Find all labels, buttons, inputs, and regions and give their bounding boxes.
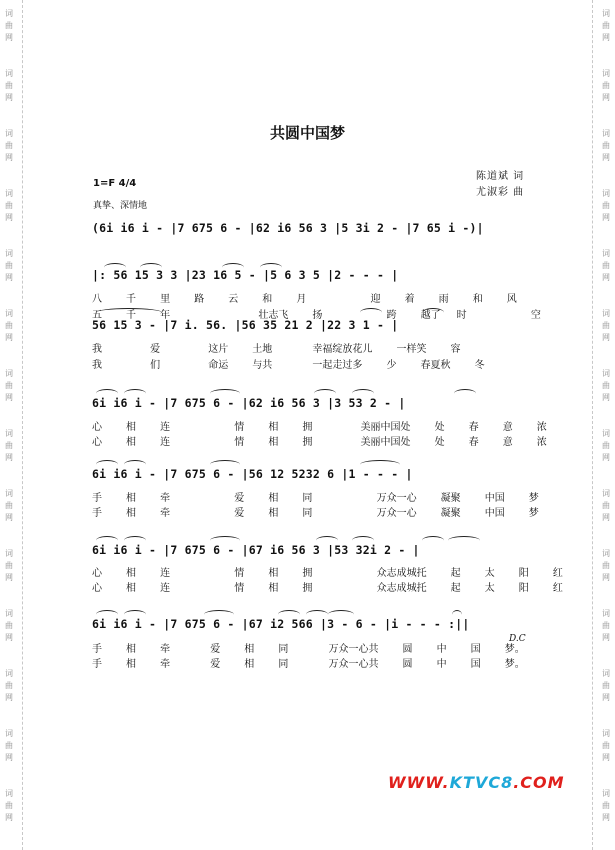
slur-marks: [92, 308, 532, 316]
key-signature: 1=F 4/4: [93, 178, 137, 189]
lyric-verse-1: 心 相 连 情 相 拥 美丽中国处 处 春 意 浓: [92, 422, 547, 433]
lyric-verse-2: 五 千 年 壮志飞 扬 跨 越了 时 空: [92, 310, 541, 321]
margin-watermark: 词曲网: [602, 249, 610, 282]
margin-watermark: 词曲网: [5, 189, 13, 222]
margin-watermark: 词曲网: [602, 369, 610, 402]
margin-watermark: 词曲网: [602, 9, 610, 42]
lyricist-credit: 陈道斌 词: [476, 171, 525, 182]
margin-watermark: 词曲网: [5, 249, 13, 282]
margin-watermark: 词曲网: [5, 729, 13, 762]
margin-watermark: 词曲网: [602, 609, 610, 642]
margin-watermark: 词曲网: [602, 729, 610, 762]
website-watermark: [388, 773, 565, 792]
margin-watermark: 词曲网: [5, 9, 13, 42]
margin-watermark: 词曲网: [602, 489, 610, 522]
lyric-verse-1: 手 相 牵 爱 相 同 万众一心 凝聚 中国 梦: [92, 493, 539, 504]
website-prefix: WWW.: [388, 773, 450, 792]
notation-line-5: 6i i6 i - |7 675 6 - |56 12 5232 6 |1 - - - |: [92, 467, 413, 481]
margin-watermark: 词曲网: [602, 549, 610, 582]
notation-line-intro: (6i i6 i - |7 675 6 - |62 i6 56 3 |5 3i 2 - |7 65 i -)|: [92, 221, 484, 235]
lyric-verse-2: 心 相 连 情 相 拥 众志成城托 起 太 阳 红: [92, 583, 563, 594]
lyric-verse-1: 我 爱 这片 土地 幸福绽放花儿 一样笑 容: [92, 344, 461, 355]
margin-watermark: 词曲网: [5, 789, 13, 822]
lyric-verse-2: 手 相 牵 爱 相 同 万众一心 凝聚 中国 梦: [92, 508, 539, 519]
margin-watermark: 词曲网: [5, 309, 13, 342]
notation-line-6: 6i i6 i - |7 675 6 - |67 i6 56 3 |53 32i 2 - |: [92, 543, 420, 557]
lyric-verse-1: 八 千 里 路 云 和 月 迎 着 雨 和 风: [92, 294, 517, 305]
notation-line-7: 6i i6 i - |7 675 6 - |67 i2 566 |3 - 6 - |i - - - :||: [92, 617, 470, 631]
margin-watermark: 词曲网: [5, 369, 13, 402]
da-capo-mark: D.C: [509, 634, 526, 644]
website-name: KTVC8: [449, 773, 514, 792]
margin-watermark: 词曲网: [5, 549, 13, 582]
expression-mark: 真挚、深情地: [93, 201, 148, 211]
margin-watermark: 词曲网: [5, 129, 13, 162]
margin-watermark: 词曲网: [602, 129, 610, 162]
lyric-verse-2: 手 相 牵 爱 相 同 万众一心共 圆 中 国 梦。: [92, 659, 525, 670]
margin-watermark: 词曲网: [602, 669, 610, 702]
margin-watermark: 词曲网: [5, 669, 13, 702]
notation-line-2: |: 56 15 3 3 |23 16 5 - |5 6 3 5 |2 - - - |: [92, 268, 399, 282]
margin-watermark: 词曲网: [5, 429, 13, 462]
margin-watermark: 词曲网: [602, 429, 610, 462]
lyric-verse-2: 我 们 命运 与共 一起走过多 少 春夏秋 冬: [92, 360, 485, 371]
notation-line-3: 56 15 3 - |7 i. 56. |56 35 21 2 |22 3 1 - |: [92, 318, 399, 332]
margin-watermark: 词曲网: [5, 69, 13, 102]
notation-line-4: 6i i6 i - |7 675 6 - |62 i6 56 3 |3 53 2 - |: [92, 396, 406, 410]
margin-watermark: 词曲网: [602, 789, 610, 822]
margin-watermark: 词曲网: [602, 189, 610, 222]
margin-watermark: 词曲网: [602, 309, 610, 342]
margin-watermark: 词曲网: [5, 489, 13, 522]
margin-watermark: 词曲网: [5, 609, 13, 642]
song-title: 共圆中国梦: [269, 124, 345, 142]
lyric-verse-2: 心 相 连 情 相 拥 美丽中国处 处 春 意 浓: [92, 437, 547, 448]
margin-watermark: 词曲网: [602, 69, 610, 102]
composer-credit: 尤淑彩 曲: [476, 187, 525, 198]
lyric-verse-1: 心 相 连 情 相 拥 众志成城托 起 太 阳 红: [92, 568, 563, 579]
website-suffix: .COM: [513, 773, 565, 792]
lyric-verse-1: 手 相 牵 爱 相 同 万众一心共 圆 中 国 梦。: [92, 644, 525, 655]
